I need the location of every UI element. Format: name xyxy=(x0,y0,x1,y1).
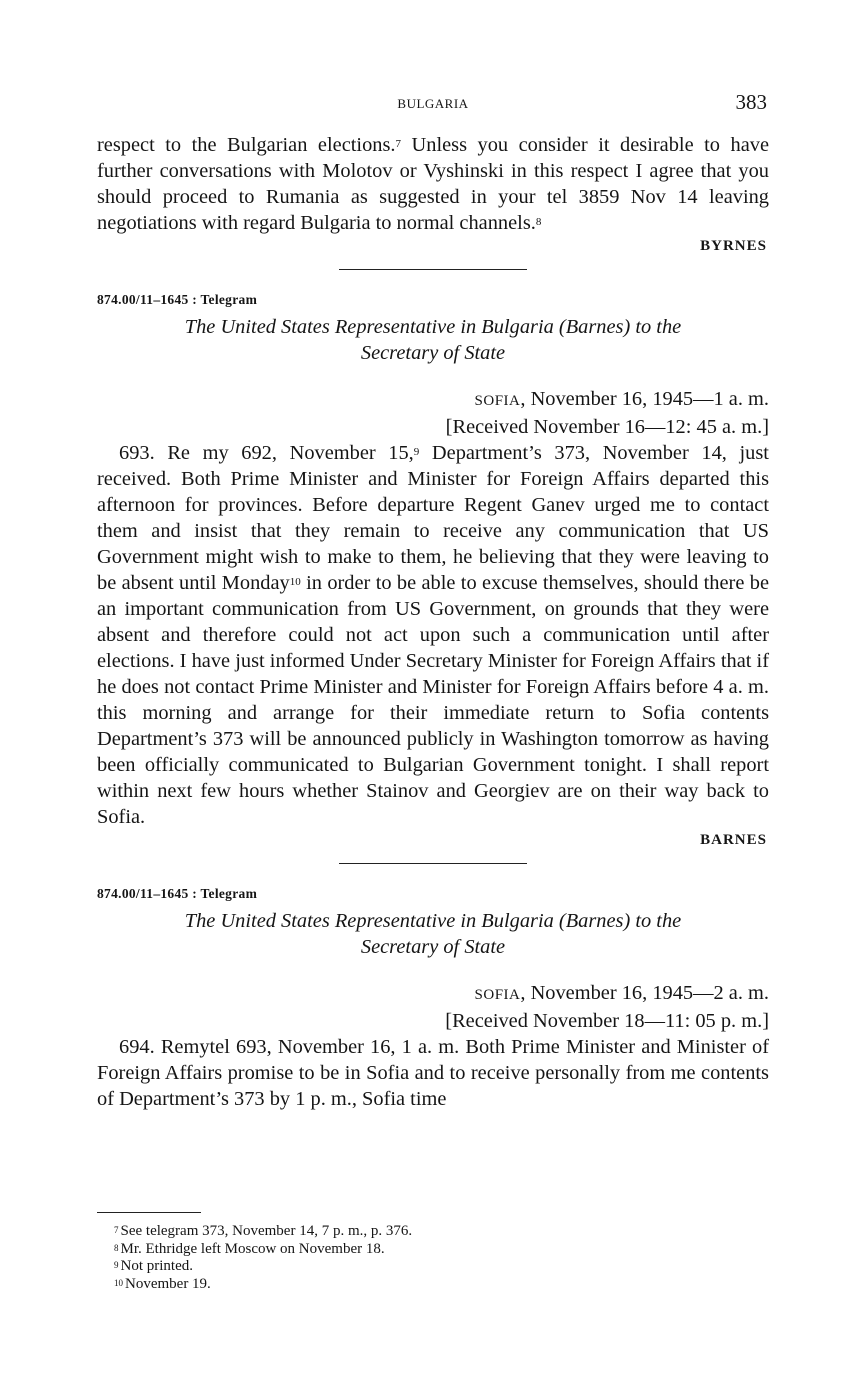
paragraph-text: respect to the Bulgarian elections. xyxy=(97,134,396,156)
telegram-693 xyxy=(97,292,769,849)
section-divider xyxy=(339,269,527,270)
footnote-7 xyxy=(114,1223,412,1241)
footnote-9 xyxy=(114,1258,412,1276)
section-divider xyxy=(339,863,527,864)
telegram-694 xyxy=(97,886,769,1112)
document-title-line-2: Secretary of State xyxy=(360,936,506,958)
document-page xyxy=(97,86,769,1112)
footnote-ref-7: 7 xyxy=(395,138,402,150)
footnote-mark: 7 xyxy=(114,1225,119,1235)
document-title-line-1: The United States Representative in Bulgaria (Barnes) to the xyxy=(184,316,682,338)
footnote-text: Mr. Ethridge left Moscow on November 18. xyxy=(120,1240,385,1257)
received-line: [Received November 16—12: 45 a. m.] xyxy=(445,416,769,438)
footnote-mark: 9 xyxy=(114,1260,119,1270)
footnote-ref-10: 10 xyxy=(289,576,301,588)
footnote-10 xyxy=(114,1276,412,1294)
running-head xyxy=(97,86,769,118)
document-title-line-2: Secretary of State xyxy=(360,342,506,364)
paragraph-text: Unless you consider it desirable to have further conversations with Molotov or Vyshinski in this respect I agree that you should proceed to Rumania as suggested in your tel 3859 Nov 14 leaving negotiations with regard Bulgaria to normal channels. xyxy=(97,134,769,234)
dateline-place: SOFIA xyxy=(474,987,521,1003)
dateline xyxy=(97,386,769,414)
footnote-mark: 8 xyxy=(114,1242,119,1253)
footnote-text: November 19. xyxy=(125,1275,211,1292)
received-line: [Received November 18—11: 05 p. m.] xyxy=(445,1010,769,1032)
footnote-divider xyxy=(97,1212,201,1213)
file-reference: 874.00/11–1645 : Telegram xyxy=(97,292,258,307)
file-reference: 874.00/11–1645 : Telegram xyxy=(97,886,258,901)
body-text: 693. Re my 692, November 15, xyxy=(119,442,414,464)
footnote-text: Not printed. xyxy=(120,1258,193,1274)
footnote-text: See telegram 373, November 14, 7 p. m., p. 376. xyxy=(120,1223,413,1239)
dateline-date: , November 16, 1945—2 a. m. xyxy=(520,982,769,1004)
page-number: 383 xyxy=(735,90,767,114)
running-title: BULGARIA xyxy=(397,96,469,111)
body-text: in order to be able to excuse themselves, should there be an important communication from US Government, on grounds that they were absent and therefore could not act upon such a communication until after elections. I have just informed Under Secretary Minister for Foreign Affairs that if he does not contact Prime Minister and Minister for Foreign Affairs before 4 a. m. this morning and arrange for their immediate return to Sofia contents Department’s 373 will be announced publicly in Washington tomorrow as having been officially communicated to Bulgarian Government tonight. I shall report within next few hours whether Stainov and Georgiev are on their way back to Sofia. xyxy=(97,572,769,828)
continued-paragraph xyxy=(97,132,769,236)
telegram-body xyxy=(97,440,769,830)
body-text: Department’s 373, November 14, just received. Both Prime Minister and Minister for Foreign Affairs departed this afternoon for provinces. Before departure Regent Ganev urged me to contact them and insist that they remain to receive any communication that US Government might wish to make to them, he believing that they were leaving to be absent until Monday xyxy=(97,442,769,594)
telegram-body: 694. Remytel 693, November 16, 1 a. m. Both Prime Minister and Minister of Foreign Affairs promise to be in Sofia and to receive personally from me contents of Department’s 373 by 1 p. m., Sofia time xyxy=(97,1036,769,1110)
signature-byrnes: BYRNES xyxy=(700,238,767,254)
signature-barnes: BARNES xyxy=(700,832,767,848)
dateline-date: , November 16, 1945—1 a. m. xyxy=(520,388,769,410)
footnote-ref-8: 8 xyxy=(535,216,542,228)
footnote-mark: 10 xyxy=(114,1277,123,1288)
dateline xyxy=(97,980,769,1008)
dateline-place: SOFIA xyxy=(474,393,521,409)
footnote-ref-9: 9 xyxy=(413,446,420,458)
footnotes xyxy=(114,1223,412,1293)
document-title-line-1: The United States Representative in Bulgaria (Barnes) to the xyxy=(184,910,682,932)
footnote-8 xyxy=(114,1241,412,1259)
